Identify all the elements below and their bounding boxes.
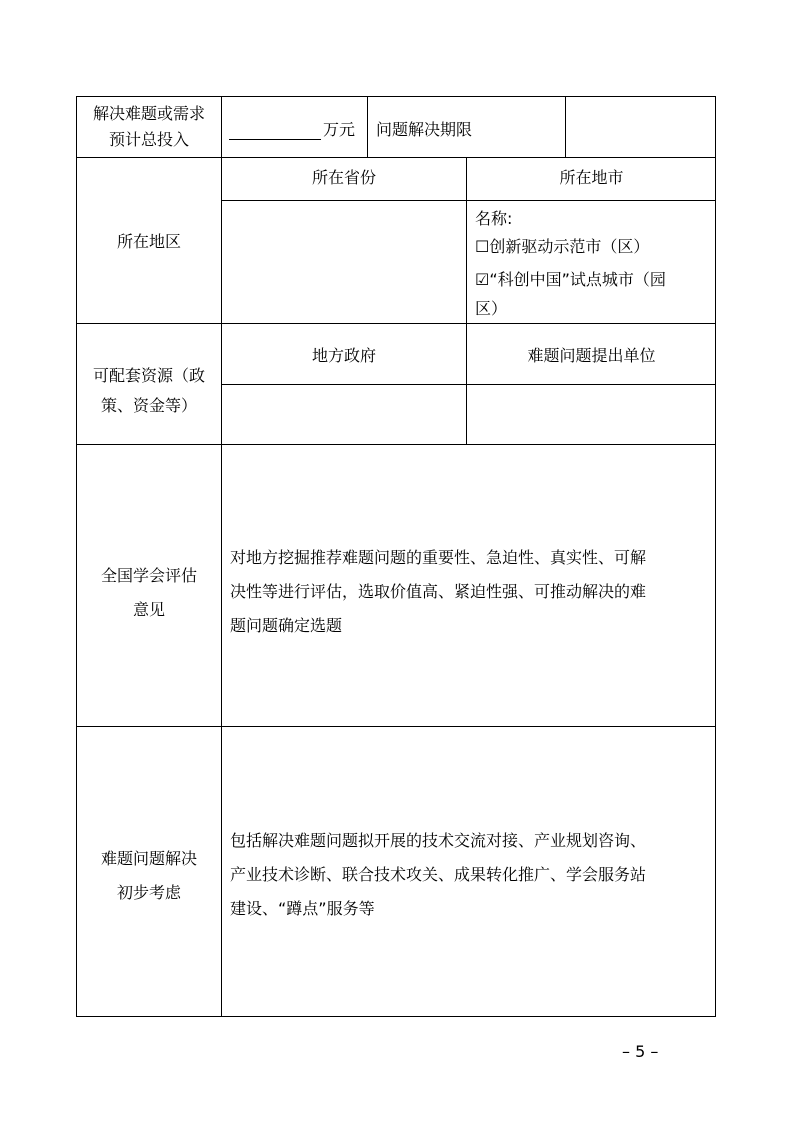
province-header: 所在省份 xyxy=(311,168,376,187)
solution-line-2: 产业技术诊断、联合技术攻关、成果转化推广、学会服务站 xyxy=(230,865,647,884)
gov-header: 地方政府 xyxy=(311,346,376,365)
row-divider xyxy=(76,444,716,445)
investment-label xyxy=(78,101,220,153)
row-divider xyxy=(76,323,716,324)
city-header: 所在地市 xyxy=(559,168,624,187)
col-divider xyxy=(565,96,566,157)
solution-text xyxy=(230,824,714,926)
col-divider xyxy=(221,96,222,1017)
evaluation-line-2: 决性等进行评估，选取价值高、紧迫性强、可推动解决的难 xyxy=(230,582,647,601)
evaluation-label xyxy=(78,559,220,627)
evaluation-line-3: 题问题确定选题 xyxy=(230,616,343,635)
evaluation-label-line2: 意见 xyxy=(132,600,165,619)
row-divider xyxy=(221,384,716,385)
resources-label-line1: 可配套资源（政 xyxy=(92,366,205,385)
city-name-label: 名称: xyxy=(475,209,513,228)
pilot-city-checkbox-cont: 区） xyxy=(475,299,508,318)
solution-line-3: 建设、“蹲点”服务等 xyxy=(230,899,375,918)
pilot-city-checkbox[interactable]: ☑“科创中国”试点城市（园 xyxy=(475,270,666,289)
evaluation-label-line1: 全国学会评估 xyxy=(100,566,197,585)
solution-label xyxy=(78,842,220,910)
investment-label-line2: 预计总投入 xyxy=(108,130,189,149)
solution-label-line1: 难题问题解决 xyxy=(100,849,197,868)
col-divider xyxy=(367,96,368,157)
deadline-label: 问题解决期限 xyxy=(376,120,473,139)
resources-label xyxy=(78,361,220,421)
region-label: 所在地区 xyxy=(116,232,181,251)
evaluation-text xyxy=(230,541,714,643)
col-divider xyxy=(466,323,467,444)
evaluation-line-1: 对地方挖掘推荐难题问题的重要性、急迫性、真实性、可解 xyxy=(230,548,647,567)
investment-label-line1: 解决难题或需求 xyxy=(92,104,205,123)
row-divider xyxy=(76,157,716,158)
resources-label-line2: 策、资金等） xyxy=(100,396,197,415)
innovation-city-checkbox[interactable]: ☐创新驱动示范市（区） xyxy=(475,237,650,256)
unit-header: 难题问题提出单位 xyxy=(527,346,656,365)
solution-line-1: 包括解决难题问题拟开展的技术交流对接、产业规划咨询、 xyxy=(230,831,647,850)
amount-unit: 万元 xyxy=(323,120,356,139)
row-divider xyxy=(221,200,716,201)
page-number: – 5 – xyxy=(622,1042,659,1061)
row-divider xyxy=(76,726,716,727)
solution-label-line2: 初步考虑 xyxy=(116,883,181,902)
amount-blank-line[interactable] xyxy=(229,139,321,140)
